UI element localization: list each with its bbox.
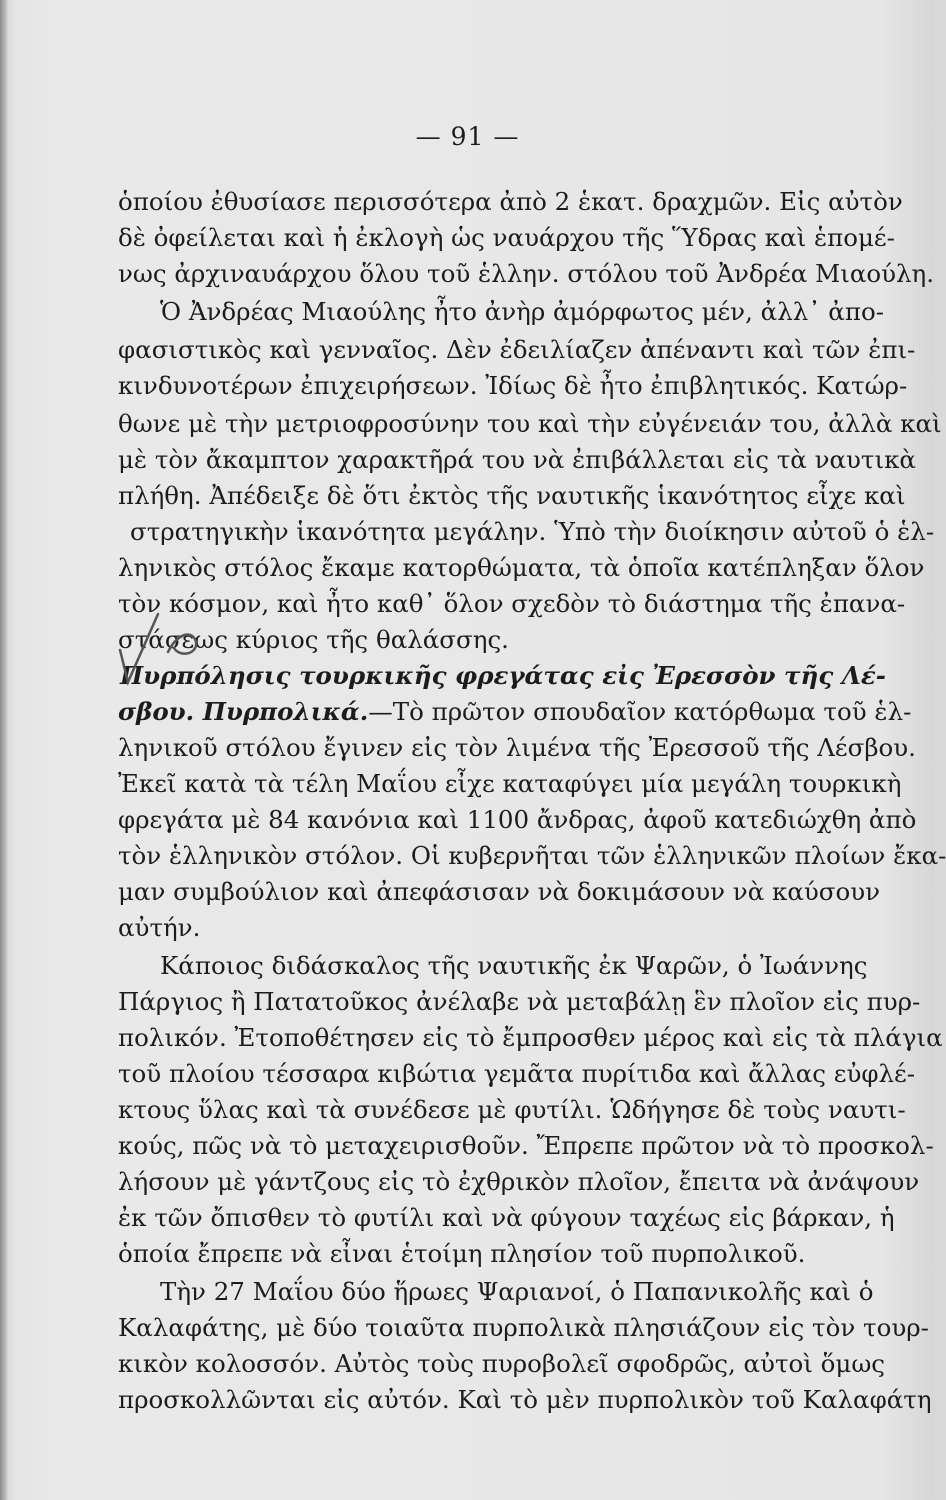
section-heading-cont: σβου. Πυρπολικά. <box>118 697 369 726</box>
text-line: κικὸν κολοσσόν. Αὐτὸς τοὺς πυροβολεῖ σφοδρῶς, αὐτοὶ ὅμως <box>118 1349 886 1378</box>
page-number: — 91 — <box>415 122 520 151</box>
text-line: τὸν κόσμον, καὶ ἦτο καθ᾽ ὅλον σχεδὸν τὸ διάστημα τῆς ἐπανα- <box>118 589 906 618</box>
text-line: κούς, πῶς νὰ τὸ μεταχειρισθοῦν. Ἔπρεπε πρῶτον νὰ τὸ προσκολ- <box>118 1131 934 1160</box>
handwritten-check-mark <box>118 612 208 692</box>
check-mark-icon <box>118 612 208 692</box>
text-line: κινδυνοτέρων ἐπιχειρήσεων. Ἰδίως δὲ ἦτο ἐπιβλητικός. Κατώρ- <box>118 371 908 400</box>
text-line: στάσεως κύριος τῆς θαλάσσης. <box>118 625 509 654</box>
text-line: κτους ὕλας καὶ τὰ συνέδεσε μὲ φυτίλι. Ὡδήγησε δὲ τοὺς ναυτι- <box>118 1095 906 1124</box>
text-line: Ὁ Ἀνδρέας Μιαούλης ἦτο ἀνὴρ ἀμόρφωτος μέν, ἀλλ᾽ ἀπο- <box>160 297 884 326</box>
text-line: φασιστικὸς καὶ γενναῖος. Δὲν ἐδειλίαζεν ἀπέναντι καὶ τῶν ἐπι- <box>118 335 916 364</box>
text-line: Κάποιος διδάσκαλος τῆς ναυτικῆς ἐκ Ψαρῶν, ὁ Ἰωάννης <box>160 951 868 980</box>
text-line: τὸν ἑλληνικὸν στόλον. Οἱ κυβερνῆται τῶν ἑλληνικῶν πλοίων ἔκα- <box>118 841 946 870</box>
text-line: στρατηγικὴν ἱκανότητα μεγάλην. Ὑπὸ τὴν διοίκησιν αὐτοῦ ὁ ἑλ- <box>130 517 935 546</box>
text-line: ὁποία ἔπρεπε νὰ εἶναι ἑτοίμη πλησίον τοῦ πυρπολικοῦ. <box>118 1239 806 1268</box>
text-line: θωνε μὲ τὴν μετριοφροσύνην του καὶ τὴν εὐγένειάν του, ἀλλὰ καὶ <box>118 409 942 438</box>
text-line: ληνικὸς στόλος ἔκαμε κατορθώματα, τὰ ὁποῖα κατέπληξαν ὅλον <box>118 553 925 582</box>
text-line: ληνικοῦ στόλου ἔγινεν εἰς τὸν λιμένα τῆς Ἐρεσσοῦ τῆς Λέσβου. <box>118 733 916 762</box>
text-line: νως ἀρχιναυάρχου ὅλου τοῦ ἑλλην. στόλου τοῦ Ἀνδρέα Μιαούλη. <box>118 259 935 288</box>
text-line: λήσουν μὲ γάντζους εἰς τὸ ἐχθρικὸν πλοῖον, ἔπειτα νὰ ἀνάψουν <box>118 1167 920 1196</box>
text-line: Ἐκεῖ κατὰ τὰ τέλη Μαΐου εἶχε καταφύγει μία μεγάλη τουρκικὴ <box>118 769 902 798</box>
text-line: φρεγάτα μὲ 84 κανόνια καὶ 1100 ἄνδρας, ἀφοῦ κατεδιώχθη ἀπὸ <box>118 805 917 834</box>
text-line: δὲ ὀφείλεται καὶ ἡ ἐκλογὴ ὡς ναυάρχου τῆς Ὕδρας καὶ ἑπομέ- <box>118 223 895 252</box>
text-line: Καλαφάτης, μὲ δύο τοιαῦτα πυρπολικὰ πλησιάζουν εἰς τὸν τουρ- <box>118 1313 929 1342</box>
binding-edge <box>0 0 8 1500</box>
text-line: προσκολλῶνται εἰς αὐτόν. Καὶ τὸ μὲν πυρπολικὸν τοῦ Καλαφάτη <box>118 1385 932 1414</box>
heading-rest: —Τὸ πρῶτον σπουδαῖον κατόρθωμα τοῦ ἑλ- <box>368 697 912 726</box>
text-line: τοῦ πλοίου τέσσαρα κιβώτια γεμᾶτα πυρίτιδα καὶ ἄλλας εὐφλέ- <box>118 1059 916 1088</box>
text-line: ὁποίου ἐθυσίασε περισσότερα ἀπὸ 2 ἑκατ. δραχμῶν. Εἰς αὐτὸν <box>118 187 903 216</box>
text-line: ἐκ τῶν ὄπισθεν τὸ φυτίλι καὶ νὰ φύγουν ταχέως εἰς βάρκαν, ἡ <box>118 1203 895 1232</box>
text-line: πολικόν. Ἐτοποθέτησεν εἰς τὸ ἔμπροσθεν μέρος καὶ εἰς τὰ πλάγια <box>118 1023 943 1052</box>
text-line: πλήθη. Ἀπέδειξε δὲ ὅτι ἐκτὸς τῆς ναυτικῆς ἱκανότητος εἶχε καὶ <box>118 481 906 510</box>
text-line <box>118 692 912 732</box>
text-line: μὲ τὸν ἄκαμπτον χαρακτῆρά του νὰ ἐπιβάλλεται εἰς τὰ ναυτικὰ <box>118 445 916 474</box>
text-line: Πάργιος ἢ Πατατοῦκος ἀνέλαβε νὰ μεταβάλῃ ἓν πλοῖον εἰς πυρ- <box>118 987 921 1016</box>
text-line: Τὴν 27 Μαΐου δύο ἥρωες Ψαριανοί, ὁ Παπανικολῆς καὶ ὁ <box>160 1277 874 1306</box>
section-heading-text: Πυρπόλησις τουρκικῆς φρεγάτας εἰς Ἐρεσσὸν τῆς Λέ- <box>120 661 886 690</box>
text-line: μαν συμβούλιον καὶ ἀπεφάσισαν νὰ δοκιμάσουν νὰ καύσουν <box>118 877 881 906</box>
section-heading <box>120 656 886 696</box>
text-line: αὐτήν. <box>118 913 201 942</box>
